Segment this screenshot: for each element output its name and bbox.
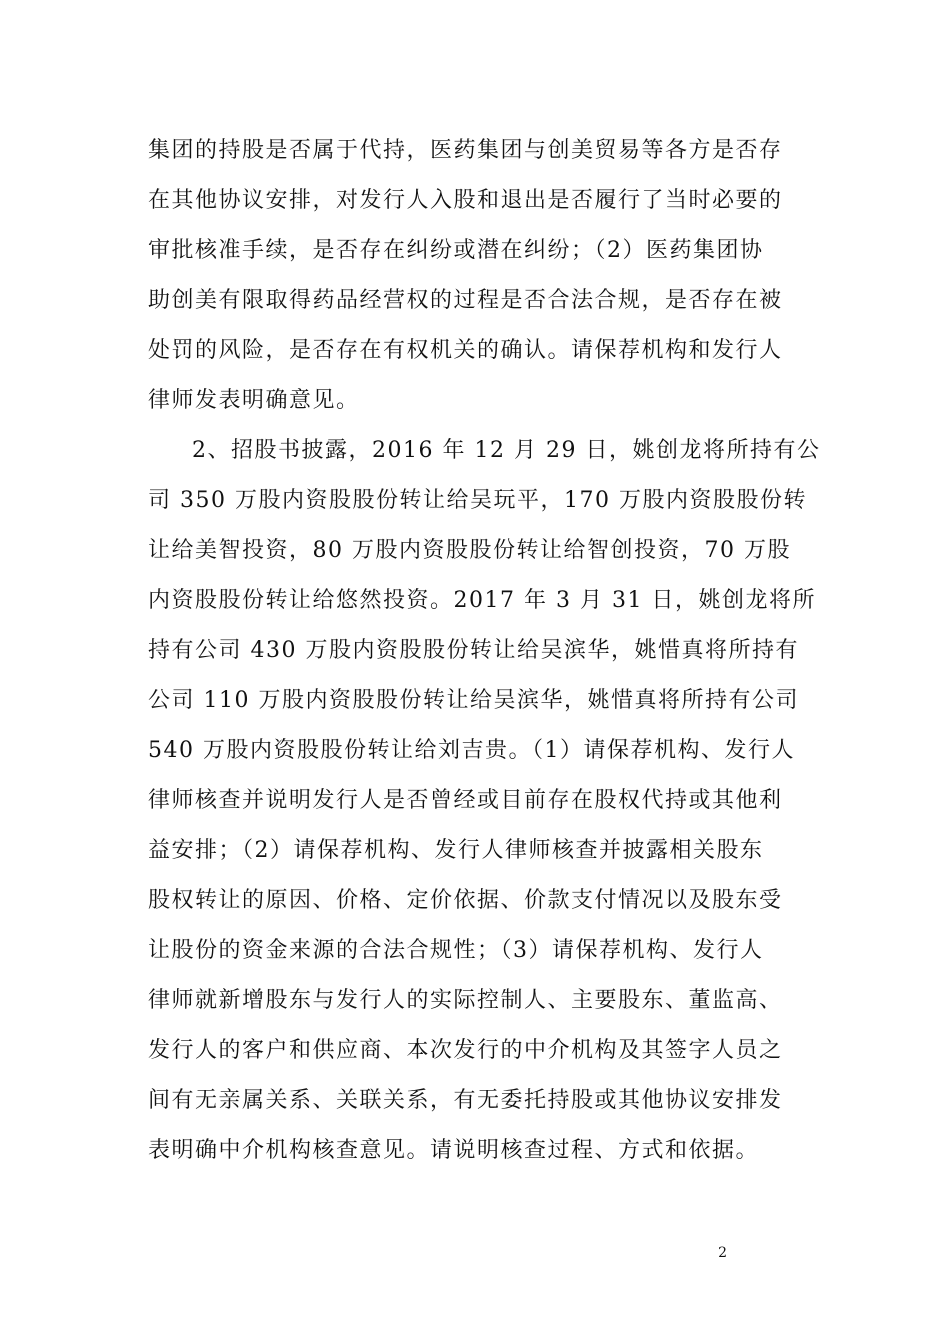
text-line: 集团的持股是否属于代持，医药集团与创美贸易等各方是否存 <box>148 138 783 163</box>
text-line: 律师核查并说明发行人是否曾经或目前存在股权代持或其他利 <box>148 788 783 813</box>
text-line: 股权转让的原因、价格、定价依据、价款支付情况以及股东受 <box>148 888 783 913</box>
text-line: 公司 110 万股内资股股份转让给吴滨华，姚惜真将所持有公司 <box>148 688 799 713</box>
text-line: 表明确中介机构核查意见。请说明核查过程、方式和依据。 <box>148 1138 760 1163</box>
text-line: 间有无亲属关系、关联关系，有无委托持股或其他协议安排发 <box>148 1088 783 1113</box>
text-line: 司 350 万股内资股股份转让给吴玩平，170 万股内资股股份转 <box>148 488 807 513</box>
text-line: 律师发表明确意见。 <box>148 388 360 413</box>
text-line: 在其他协议安排，对发行人入股和退出是否履行了当时必要的 <box>148 188 783 213</box>
text-line: 律师就新增股东与发行人的实际控制人、主要股东、董监高、 <box>148 988 783 1013</box>
text-line: 助创美有限取得药品经营权的过程是否合法合规，是否存在被 <box>148 288 783 313</box>
text-line: 益安排；（2）请保荐机构、发行人律师核查并披露相关股东 <box>148 838 764 863</box>
text-line: 审批核准手续，是否存在纠纷或潜在纠纷；（2）医药集团协 <box>148 238 764 263</box>
text-line: 持有公司 430 万股内资股股份转让给吴滨华，姚惜真将所持有 <box>148 638 799 663</box>
text-line: 内资股股份转让给悠然投资。2017 年 3 月 31 日，姚创龙将所 <box>148 588 816 613</box>
text-line: 让给美智投资，80 万股内资股股份转让给智创投资，70 万股 <box>148 538 791 563</box>
page-number: 2 <box>718 1245 727 1261</box>
text-line: 540 万股内资股股份转让给刘吉贵。（1）请保荐机构、发行人 <box>148 738 795 763</box>
text-line: 处罚的风险，是否存在有权机关的确认。请保荐机构和发行人 <box>148 338 783 363</box>
text-line: 2、招股书披露，2016 年 12 月 29 日，姚创龙将所持有公 <box>192 438 821 463</box>
text-line: 发行人的客户和供应商、本次发行的中介机构及其签字人员之 <box>148 1038 783 1063</box>
text-line: 让股份的资金来源的合法合规性；（3）请保荐机构、发行人 <box>148 938 764 963</box>
